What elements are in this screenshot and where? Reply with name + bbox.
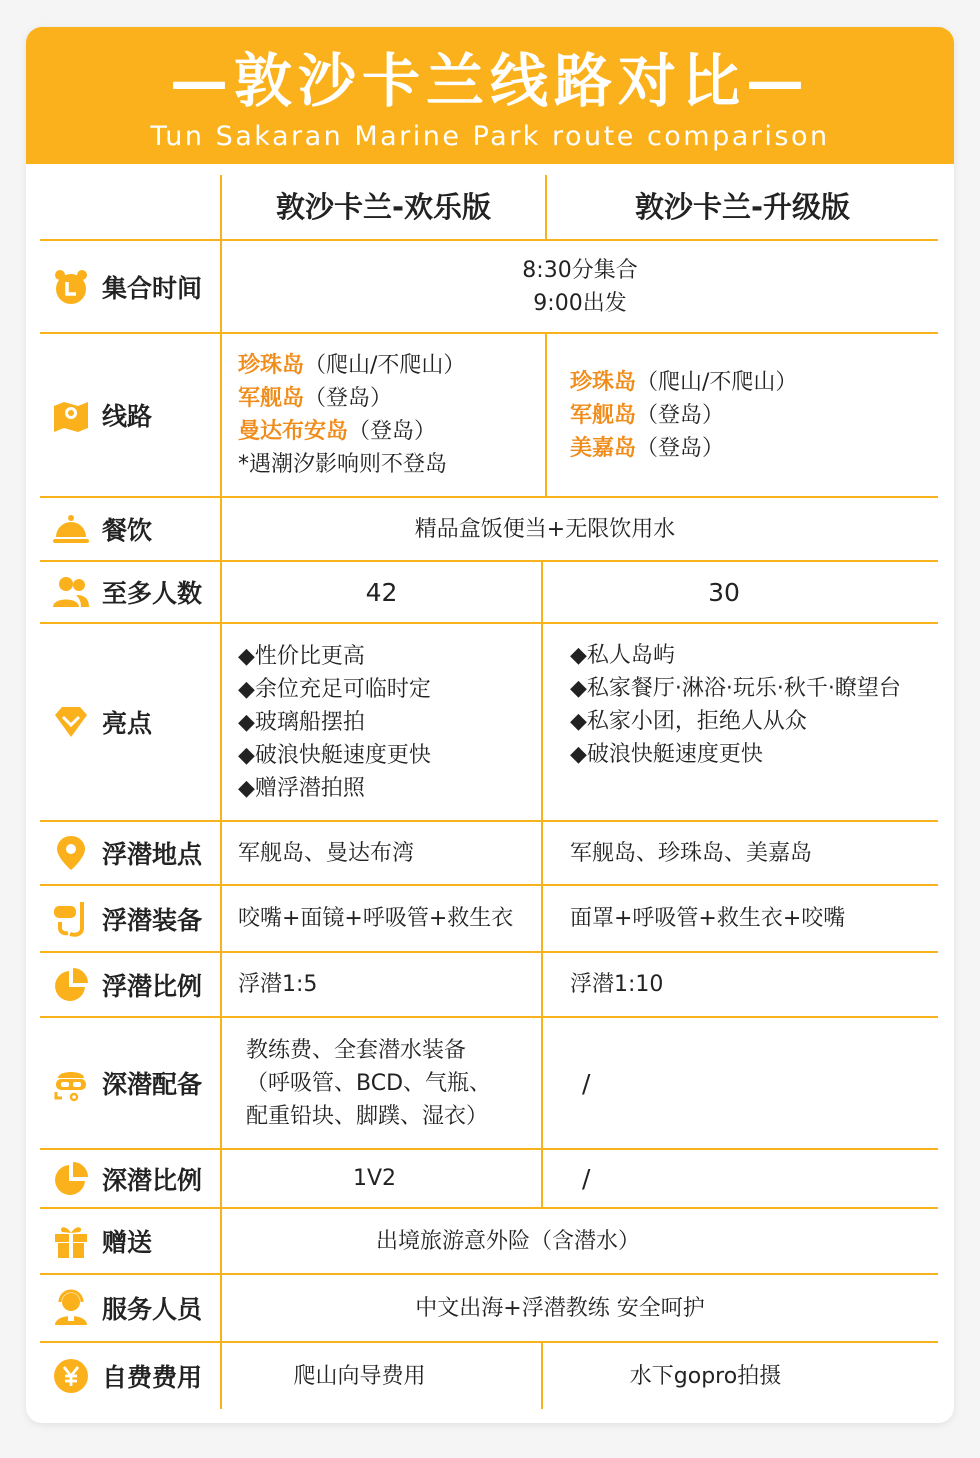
- row-label-text: 深潜比例: [102, 1165, 203, 1195]
- dive-gear-basic-cell: [246, 1018, 541, 1148]
- pie-chart-icon: [52, 966, 90, 1004]
- highlight-item: ◆私人岛屿: [570, 643, 675, 668]
- row-label-text: 自费费用: [102, 1363, 203, 1392]
- row-label-route: [52, 334, 152, 496]
- snorkel-mask-icon: [52, 900, 90, 938]
- route-basic-cell: [238, 334, 543, 496]
- alarm-clock-icon: [52, 268, 90, 306]
- highlight-item: ◆破浪快艇速度更快: [570, 742, 763, 767]
- map-pin-icon: [52, 396, 90, 434]
- staff-cell: 中文出海+浮潜教练 安全呵护: [415, 1295, 705, 1321]
- highlight-item: ◆私家小团，拒绝人从众: [570, 709, 807, 734]
- route-item: 曼达布安岛（登岛）: [238, 419, 437, 444]
- row-label-self-pay: [52, 1343, 202, 1409]
- highlight-item: ◆性价比更高: [238, 643, 365, 669]
- meal-cell: 精品盒饭便当+无限饮用水: [414, 516, 676, 542]
- row-label-snorkel-gear: [52, 886, 202, 951]
- row-label-text: 餐饮: [102, 516, 153, 545]
- row-label-text: 服务人员: [102, 1295, 203, 1324]
- meeting-time: 8:30分集合: [522, 257, 638, 283]
- row-label-text: 深潜配备: [102, 1070, 203, 1099]
- food-cloche-icon: [52, 510, 90, 548]
- self-pay-upgrade: 水下gopro拍摄: [629, 1363, 782, 1389]
- route-item: 珍珠岛（爬山/不爬山）: [570, 369, 798, 395]
- snorkel-spot-basic: 军舰岛、曼达布湾: [238, 840, 415, 866]
- dive-gear-line: 配重铅块、脚蹼、湿衣）: [246, 1103, 489, 1129]
- row-label-snorkel-ratio: [52, 953, 202, 1016]
- row-label-text: 浮潜地点: [102, 840, 203, 869]
- highlight-item: ◆赠浮潜拍照: [238, 775, 365, 801]
- highlight-item: ◆玻璃船摆拍: [238, 709, 365, 735]
- column-divider: [545, 332, 547, 496]
- snorkel-ratio-upgrade: 浮潜1:10: [570, 972, 664, 997]
- highlights-upgrade-cell: [570, 639, 936, 779]
- yen-coin-icon: [52, 1357, 90, 1395]
- row-label-meeting: [52, 241, 202, 332]
- gift-icon: [52, 1222, 90, 1260]
- page-title: —敦沙卡兰线路对比—: [169, 47, 810, 115]
- dive-ratio-basic: 1V2: [352, 1166, 397, 1191]
- row-label-staff: [52, 1275, 202, 1341]
- route-item: 珍珠岛（爬山/不爬山）: [238, 353, 466, 378]
- capacity-upgrade: 30: [708, 577, 740, 607]
- page-subtitle: Tun Sakaran Marine Park route comparison: [150, 121, 830, 152]
- gift-cell: 出境旅游意外险（含潜水）: [375, 1228, 640, 1254]
- departure-time: 9:00出发: [533, 290, 627, 316]
- snorkel-spot-upgrade: 军舰岛、珍珠岛、美嘉岛: [570, 840, 813, 866]
- route-item: 军舰岛（登岛）: [238, 386, 393, 411]
- row-label-meal: [52, 498, 152, 560]
- pie-chart-icon: [52, 1160, 90, 1198]
- column-divider: [541, 820, 543, 1207]
- highlight-item: ◆余位充足可临时定: [238, 676, 431, 702]
- location-icon: [52, 834, 90, 872]
- highlight-item: ◆私家餐厅·淋浴·玩乐·秋千·瞭望台: [570, 676, 901, 701]
- dive-gear-line: （呼吸管、BCD、气瓶、: [246, 1070, 492, 1096]
- row-label-text: 浮潜比例: [102, 971, 203, 1001]
- snorkel-gear-upgrade: 面罩+呼吸管+救生衣+咬嘴: [570, 906, 846, 931]
- dive-gear-line: 教练费、全套潜水装备: [246, 1037, 467, 1063]
- capacity-basic: 42: [365, 577, 398, 607]
- snorkel-gear-basic: 咬嘴+面镜+呼吸管+救生衣: [238, 906, 514, 931]
- dive-gear-upgrade: /: [582, 1068, 591, 1098]
- service-person-icon: [52, 1289, 90, 1327]
- row-label-dive-gear: [52, 1018, 202, 1148]
- row-label-capacity: [52, 562, 202, 622]
- row-label-highlights: [52, 624, 152, 820]
- route-item: 美嘉岛（登岛）: [570, 435, 725, 461]
- column-header-basic: 敦沙卡兰-欢乐版: [275, 189, 492, 224]
- route-item: 军舰岛（登岛）: [570, 402, 725, 428]
- row-label-text: 至多人数: [102, 579, 203, 608]
- meeting-time-cell: [222, 241, 938, 332]
- row-label-text: 集合时间: [102, 273, 203, 303]
- highlight-item: ◆破浪快艇速度更快: [238, 742, 431, 768]
- column-header-upgrade: 敦沙卡兰-升级版: [634, 189, 851, 224]
- route-footnote: *遇潮汐影响则不登岛: [238, 452, 448, 477]
- row-label-text: 浮潜装备: [102, 905, 203, 935]
- snorkel-ratio-basic: 浮潜1:5: [238, 972, 318, 997]
- row-label-text: 线路: [102, 402, 153, 431]
- row-label-gift: [52, 1209, 152, 1273]
- row-label-snorkel-spot: [52, 822, 202, 884]
- row-label-dive-ratio: [52, 1150, 202, 1207]
- dive-ratio-upgrade: /: [582, 1164, 591, 1193]
- row-label-text: 亮点: [102, 709, 153, 738]
- diamond-icon: [52, 703, 90, 741]
- highlights-basic-cell: [238, 624, 541, 820]
- row-label-text: 赠送: [102, 1228, 153, 1257]
- route-upgrade-cell: [570, 334, 936, 496]
- self-pay-basic: 爬山向导费用: [293, 1363, 426, 1389]
- diver-icon: [52, 1064, 90, 1102]
- people-icon: [52, 573, 90, 611]
